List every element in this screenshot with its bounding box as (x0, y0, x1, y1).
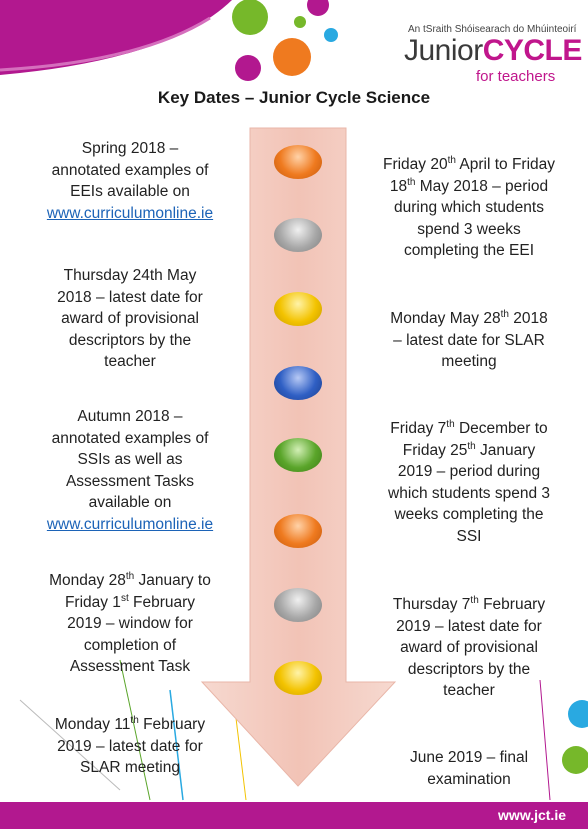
entry-text: January to (134, 572, 211, 589)
entry-line: 2018 – latest date for (57, 288, 203, 306)
entry-text: Friday 25 (402, 441, 468, 459)
timeline-marker-green (274, 438, 322, 472)
left-entry-ssi-examples (25, 406, 235, 535)
right-entry-descriptors-2019 (360, 594, 578, 702)
entry-text: February (138, 716, 206, 733)
entry-text: Friday 20 (382, 156, 448, 173)
entry-text: Thursday 7 (392, 596, 471, 613)
brand-junior: Junior (404, 34, 483, 67)
entry-line (25, 570, 235, 592)
entry-line: Assessment Task (69, 658, 191, 675)
entry-line: Thursday 24th May (63, 267, 197, 284)
page-title: Key Dates – Junior Cycle Science (157, 88, 431, 107)
entry-line (360, 176, 578, 198)
left-entry-assessment-task (25, 570, 235, 678)
entry-sup: th (467, 440, 476, 452)
entry-line: completing the EEI (403, 242, 535, 259)
entry-text: Monday 11 (54, 716, 131, 733)
entry-sup: th (446, 418, 455, 430)
entry-sup: th (125, 570, 135, 582)
entry-line: SSIs as well as (77, 451, 183, 468)
entry-line: Autumn 2018 – (77, 408, 183, 425)
timeline-marker-orange (274, 145, 322, 179)
entry-line: annotated examples of (51, 161, 209, 179)
entry-line: Spring 2018 – (81, 140, 179, 157)
entry-text: February (128, 593, 196, 611)
entry-text: Friday 1 (64, 593, 121, 611)
entry-line: annotated examples of (51, 429, 209, 447)
entry-line: spend 3 weeks (417, 220, 521, 238)
entry-line: 2019 – latest date for (57, 737, 203, 755)
entry-line: meeting (441, 353, 497, 370)
entry-text: Friday 7 (390, 420, 447, 437)
entry-line: 2019 – period during (397, 463, 541, 480)
entry-line: EEIs available on (70, 183, 190, 200)
entry-text: April to Friday (455, 156, 556, 173)
entry-sup: th (130, 714, 139, 726)
entry-line: teacher (443, 682, 495, 699)
entry-line: 2019 – latest date for (396, 617, 542, 635)
entry-text: Monday 28 (49, 572, 126, 589)
entry-line (360, 308, 578, 330)
right-entry-slar-2018 (360, 308, 578, 373)
entry-text: Monday May 28 (390, 310, 501, 327)
right-entry-final-exam (360, 747, 578, 790)
org-irish-name: An tSraith Shóisearach do Mhúinteoirí (408, 24, 577, 35)
entry-sup: th (470, 594, 479, 606)
entry-line (360, 154, 578, 176)
timeline-marker-yellow (274, 661, 322, 695)
timeline-marker-blue (274, 366, 322, 400)
entry-sup: st (120, 592, 129, 604)
entry-line: which students spend 3 (388, 484, 550, 502)
timeline-marker-grey (274, 588, 322, 622)
entry-line (360, 440, 578, 462)
right-entry-ssi-period (360, 418, 578, 547)
entry-line: descriptors by the (407, 660, 531, 678)
entry-line (360, 594, 578, 616)
left-entry-slar-2019 (25, 714, 235, 779)
brand-cycle: CYCLE (482, 34, 582, 67)
entry-text: May 2018 – period (415, 177, 549, 195)
curriculum-link[interactable]: www.curriculumonline.ie (46, 204, 214, 222)
entry-line: award of provisional (61, 310, 199, 327)
entry-line (25, 714, 235, 736)
entry-text: December to (454, 420, 548, 437)
entry-line (25, 592, 235, 614)
entry-line: SLAR meeting (80, 759, 180, 776)
entry-text: 2018 (508, 310, 548, 327)
entry-line: – latest date for SLAR (393, 331, 545, 349)
timeline-marker-orange (274, 514, 322, 548)
entry-line: Assessment Tasks (65, 472, 195, 490)
brand-for-teachers: for teachers (476, 68, 556, 85)
right-entry-eei-period (360, 154, 578, 262)
entry-line: during which students (394, 199, 544, 216)
entry-text: 18 (389, 177, 408, 195)
left-entry-descriptors-2018 (25, 265, 235, 373)
curriculum-link[interactable]: www.curriculumonline.ie (46, 515, 214, 533)
timeline-marker-yellow (274, 292, 322, 326)
entry-line: award of provisional (400, 639, 538, 656)
entry-line: descriptors by the (68, 331, 192, 349)
entry-line: examination (427, 770, 511, 788)
timeline-marker-grey (274, 218, 322, 252)
entry-line: June 2019 – final (409, 749, 529, 766)
entry-line: completion of (83, 636, 177, 654)
footer-bar (0, 802, 588, 829)
entry-text: January (475, 441, 536, 459)
entry-line: weeks completing the (394, 506, 544, 523)
entry-line (360, 418, 578, 440)
entry-line: 2019 – window for (67, 615, 193, 632)
entry-line: available on (88, 494, 172, 511)
left-entry-eei-examples (25, 138, 235, 224)
entry-sup: th (500, 308, 509, 320)
brand-logo (404, 34, 582, 68)
entry-text: February (478, 596, 546, 613)
entry-sup: th (447, 154, 456, 166)
entry-sup: th (407, 176, 416, 188)
entry-line: teacher (104, 353, 156, 370)
footer-url-link[interactable]: www.jct.ie (498, 807, 566, 823)
entry-line: SSI (456, 527, 482, 545)
